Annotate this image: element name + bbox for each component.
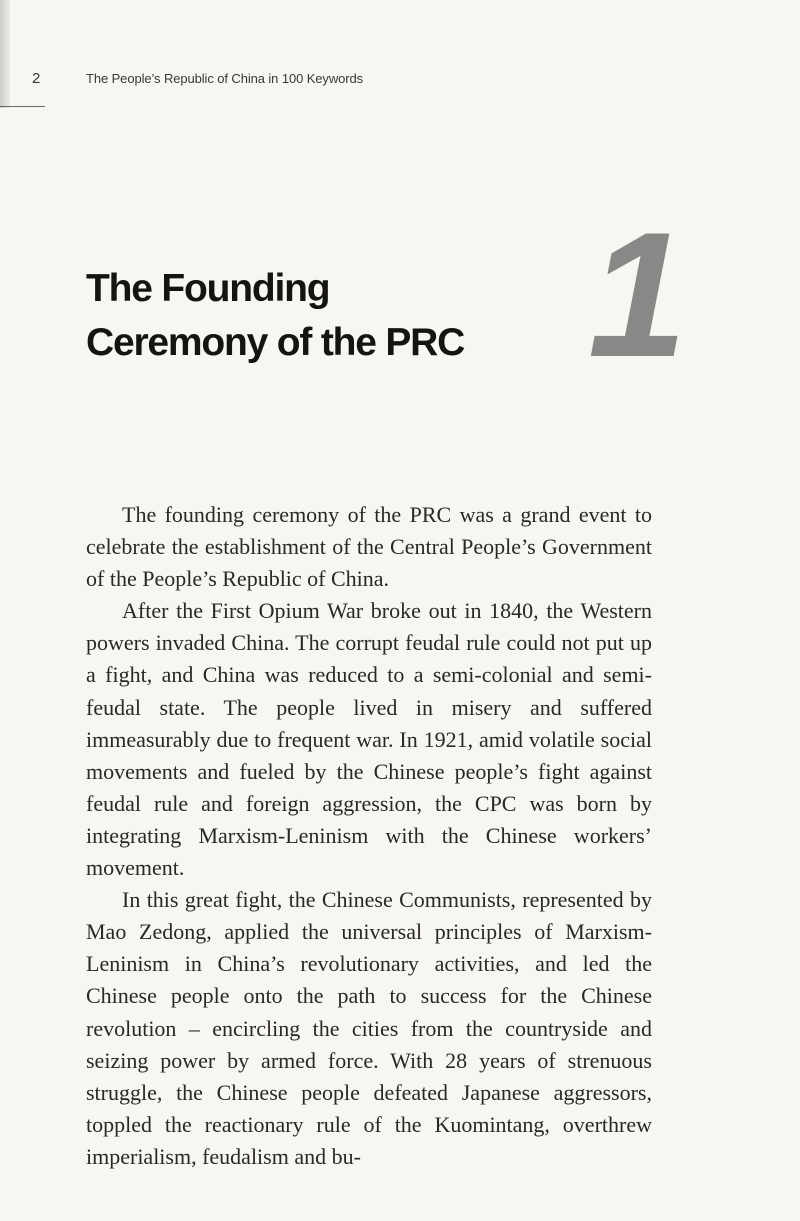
- spine-shadow: [0, 0, 10, 108]
- chapter-title-line-1: The Founding: [86, 267, 330, 310]
- paragraph: In this great fight, the Chinese Communists, represented by Mao Zedong, applied the universal principles of Marxism-Leninism in China’s revolutionary activities, and led the Chinese people onto the path to success for the Chinese revolution – encircling the cities from the countryside and seizing power by armed force. With 28 years of strenuous struggle, the Chinese people defeated Japanese aggressors, toppled the reactionary rule of the Kuomintang, overthrew imperialism, feudalism and bu-: [86, 887, 652, 1169]
- paragraph: The founding ceremony of the PRC was a grand event to celebrate the establishment of the Central People’s Government of the People’s Republic of China.: [86, 502, 652, 592]
- page-number: 2: [32, 70, 41, 87]
- paragraph: After the First Opium War broke out in 1840, the Western powers invaded China. The corrupt feudal rule could not put up a fight, and China was reduced to a semi-colonial and semi-feudal state. The people lived in misery and suffered immeasurably due to frequent war. In 1921, amid volatile social movements and fueled by the Chinese people’s fight against feudal rule and foreign aggression, the CPC was born by integrating Marxism-Leninism with the Chinese workers’ movement.: [86, 598, 652, 881]
- header-rule: [0, 106, 45, 107]
- chapter-title-line-2: Ceremony of the PRC: [86, 321, 465, 364]
- chapter-number: 1: [588, 195, 683, 394]
- chapter-title: [86, 262, 556, 370]
- running-head: The People’s Republic of China in 100 Keywords: [86, 71, 363, 86]
- body-text: [86, 499, 652, 1173]
